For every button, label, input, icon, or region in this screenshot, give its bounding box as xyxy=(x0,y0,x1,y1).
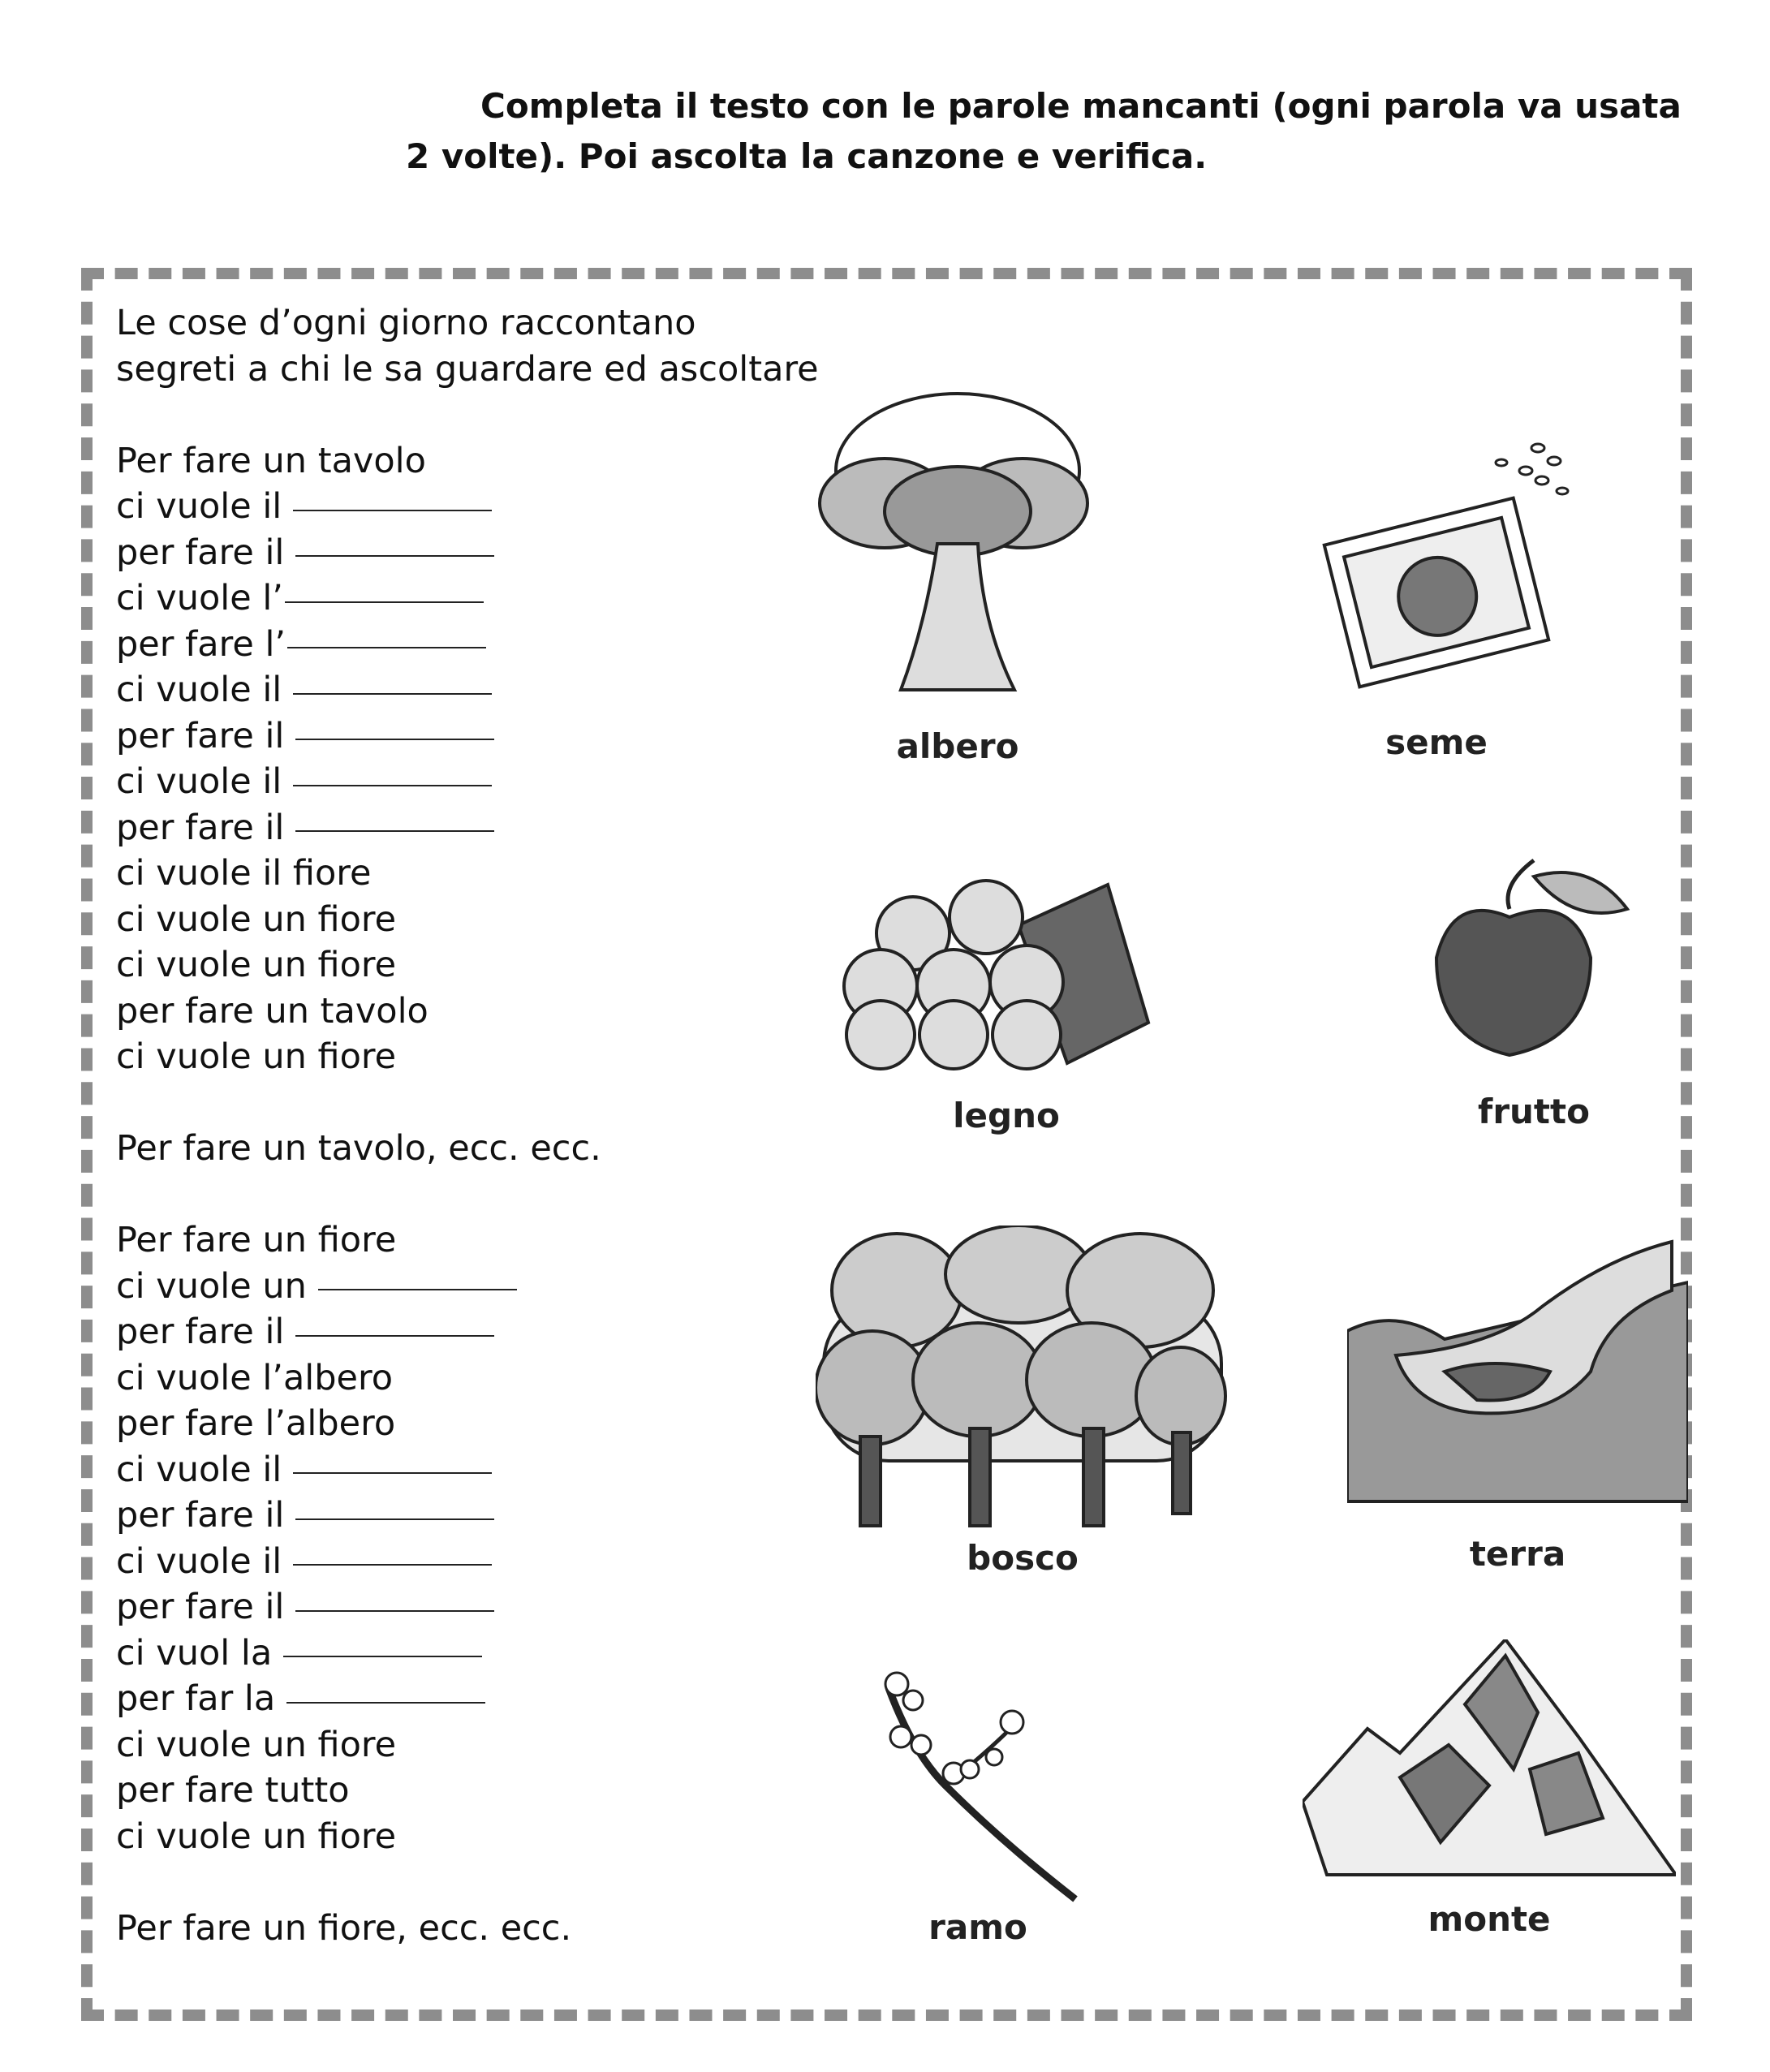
verse-line: ci vuole un fiore xyxy=(116,1036,397,1077)
fill-in-blank[interactable] xyxy=(293,1469,492,1474)
picture-terra xyxy=(1347,1234,1688,1599)
tree-icon xyxy=(803,381,1112,706)
verse-line: ci vuole un fiore xyxy=(116,1816,397,1857)
verse-line: per fare il xyxy=(116,1493,846,1539)
fill-in-blank[interactable] xyxy=(286,1699,485,1704)
mountain-icon xyxy=(1303,1639,1676,1883)
picture-label: ramo xyxy=(928,1907,1027,1947)
picture-label: bosco xyxy=(967,1538,1079,1578)
verse-line: ci vuole il xyxy=(116,759,846,805)
picture-bosco xyxy=(816,1226,1230,1599)
verse-line: ci vuol la xyxy=(116,1630,846,1677)
verse-line: ci vuole il xyxy=(116,1447,846,1493)
verse-line: Per fare un fiore xyxy=(116,1220,397,1260)
fill-in-blank[interactable] xyxy=(295,1607,494,1612)
verse-line: ci vuole un fiore xyxy=(116,945,397,985)
verse-line: per fare il xyxy=(116,1584,846,1630)
verse-line: per fare il xyxy=(116,530,846,576)
verse-line: ci vuole il xyxy=(116,667,846,713)
picture-label: terra xyxy=(1469,1534,1566,1574)
picture-ramo xyxy=(872,1664,1083,1964)
picture-label: legno xyxy=(953,1096,1060,1135)
refrain-line: Per fare un tavolo, ecc. ecc. xyxy=(116,1128,601,1169)
picture-label: frutto xyxy=(1478,1092,1590,1131)
seed-packet-icon xyxy=(1298,430,1574,698)
forest-icon xyxy=(816,1226,1230,1542)
intro-line: segreti a chi le sa guardare ed ascoltare xyxy=(116,348,819,390)
verse-line: ci vuole un xyxy=(116,1264,846,1310)
verse-line: per far la xyxy=(116,1676,846,1722)
verse-2 xyxy=(116,1217,846,1859)
verse-line: ci vuole il fiore xyxy=(116,853,372,894)
soil-hand-icon xyxy=(1347,1234,1688,1510)
fill-in-blank[interactable] xyxy=(295,735,494,740)
verse-line: ci vuole il xyxy=(116,1539,846,1585)
verse-line: per fare l’ xyxy=(116,622,846,668)
picture-legno xyxy=(832,852,1181,1152)
fill-in-blank[interactable] xyxy=(295,1515,494,1520)
picture-label: albero xyxy=(896,726,1019,766)
fill-in-blank[interactable] xyxy=(293,506,492,511)
fill-in-blank[interactable] xyxy=(295,1332,494,1337)
fill-in-blank[interactable] xyxy=(318,1286,517,1290)
verse-line: ci vuole l’ xyxy=(116,575,846,622)
instructions: Completa il testo con le parole mancanti (ogni parola va usata 2 volte). Poi ascolta la canzone e verifica. xyxy=(406,86,1682,176)
verse-line: per fare tutto xyxy=(116,1770,350,1811)
fill-in-blank[interactable] xyxy=(287,644,486,648)
song-text xyxy=(116,300,846,1951)
fill-in-blank[interactable] xyxy=(293,690,492,695)
verse-line: ci vuole il xyxy=(116,484,846,530)
picture-albero xyxy=(803,381,1112,771)
verse-1 xyxy=(116,438,846,1080)
verse-line: per fare il xyxy=(116,713,846,760)
verse-line: per fare il xyxy=(116,1309,846,1355)
picture-label: monte xyxy=(1428,1899,1551,1939)
fill-in-blank[interactable] xyxy=(293,782,492,786)
verse-line: ci vuole un fiore xyxy=(116,1724,397,1765)
fill-in-blank[interactable] xyxy=(295,827,494,832)
verse-line: per fare un tavolo xyxy=(116,990,429,1032)
fill-in-blank[interactable] xyxy=(295,552,494,557)
verse-line: per fare l’albero xyxy=(116,1403,396,1444)
flowering-branch-icon xyxy=(872,1664,1083,1907)
logs-icon xyxy=(832,852,1181,1071)
picture-seme xyxy=(1298,430,1574,771)
verse-line: ci vuole l’albero xyxy=(116,1357,394,1398)
fill-in-blank[interactable] xyxy=(285,598,484,603)
verse-line: Per fare un tavolo xyxy=(116,440,426,481)
fill-in-blank[interactable] xyxy=(293,1561,492,1566)
picture-monte xyxy=(1303,1639,1676,1956)
fill-in-blank[interactable] xyxy=(283,1652,482,1657)
refrain-line: Per fare un fiore, ecc. ecc. xyxy=(116,1907,572,1949)
verse-line: per fare il xyxy=(116,805,846,851)
verse-line: ci vuole un fiore xyxy=(116,898,397,940)
intro-line: Le cose d’ogni giorno raccontano xyxy=(116,303,696,343)
apple-icon xyxy=(1412,852,1656,1071)
picture-frutto xyxy=(1412,852,1656,1152)
picture-label: seme xyxy=(1385,722,1488,762)
